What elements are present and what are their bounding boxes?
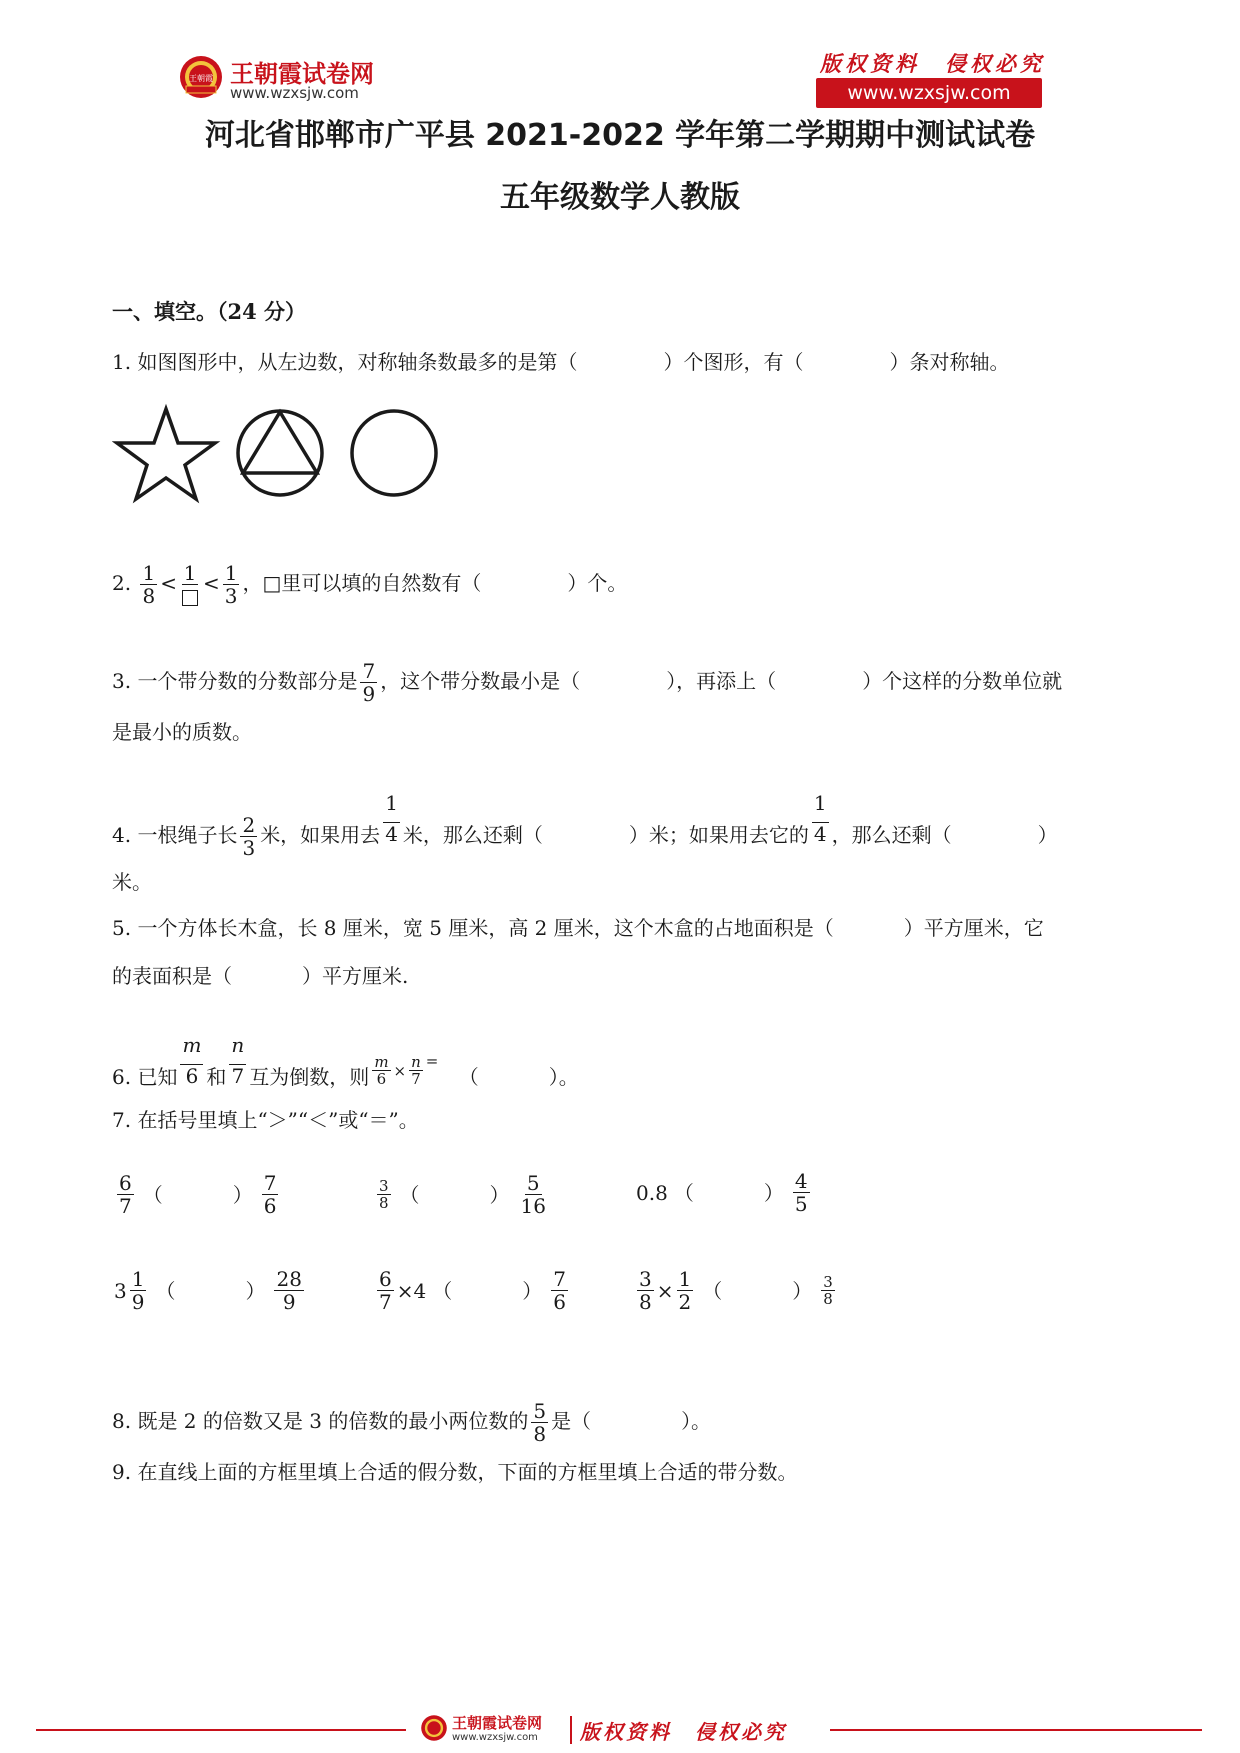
- compare-item: $\frac{6}{7}$ （ ） $\frac{7}{6}$: [119, 1171, 277, 1218]
- compare-item: $\frac{6}{7}$ × 4 （ ） $\frac{7}{6}$: [379, 1267, 566, 1314]
- copyright-url-badge: [816, 78, 1042, 108]
- question-3-line2: 是最小的质数。: [112, 720, 252, 744]
- question-3: 3. 一个带分数的分数部分是 $\frac{7}{9}$ ，这个带分数最小是（ ），再添上（ ）个这样的分数单位就: [112, 659, 1063, 706]
- question-2: 2. $\frac{1}{8}$ < 1 < $\frac{1}{3}$ ，□里可以填的自然数有（ ）个。: [112, 561, 628, 608]
- footer-logo: [420, 1710, 820, 1750]
- fraction: $\frac{1}{4}$: [813, 791, 827, 846]
- question-1: 1. 如图图形中，从左边数，对称轴条数最多的是第（ ）个图形，有（ ）条对称轴。: [112, 350, 1010, 374]
- fraction: $\frac{n}{7}$: [411, 1053, 421, 1088]
- footer-copyright: 版权资料 侵权必究: [580, 1720, 787, 1744]
- footer-line-right: [830, 1729, 1202, 1731]
- footer-logo-url: www.wzxsjw.com: [452, 1732, 538, 1743]
- logo-url: www.wzxsjw.com: [230, 84, 359, 102]
- footer-divider: [570, 1716, 572, 1744]
- fraction: 1: [180, 562, 200, 607]
- star-figure: [117, 409, 215, 499]
- logo-name: 王朝霞试卷网: [230, 60, 374, 88]
- symmetry-figures: [112, 400, 452, 510]
- fraction: $\frac{m}{6}$: [374, 1053, 389, 1088]
- question-6: 6. 已知 $\frac{m}{6}$ 和 $\frac{n}{7}$ 互为倒数，则 $\frac{m}{6}$ × $\frac{n}{7}$ = （ ）。: [112, 1033, 579, 1089]
- compare-item: 0.8 （ ） $\frac{4}{5}$: [636, 1169, 808, 1216]
- fraction: $\frac{1}{3}$: [224, 561, 238, 608]
- compare-item: 3 $\frac{1}{9}$ （ ） $\frac{28}{9}$: [114, 1267, 302, 1314]
- compare-item: $\frac{3}{8}$ （ ） $\frac{5}{16}$: [379, 1171, 546, 1218]
- blank-box-icon: [182, 590, 198, 606]
- svg-text:王朝霞: 王朝霞: [189, 74, 213, 83]
- fraction: $\frac{1}{8}$: [142, 561, 156, 608]
- circle-figure: [352, 411, 436, 495]
- fraction: $\frac{1}{4}$: [385, 791, 398, 846]
- section-heading: 一、填空。（24 分）: [112, 299, 307, 324]
- circle-with-triangle-figure: [238, 411, 322, 495]
- page-title: 河北省邯郸市广平县 2021-2022 学年第二学期期中测试试卷: [204, 118, 1036, 153]
- page-subtitle: 五年级数学人教版: [500, 180, 740, 215]
- question-9: 9. 在直线上面的方框里填上合适的假分数，下面的方框里填上合适的带分数。: [112, 1460, 798, 1484]
- copyright-notice: 版权资料 侵权必究: [820, 51, 1045, 76]
- question-8: 8. 既是 2 的倍数又是 3 的倍数的最小两位数的 $\frac{5}{8}$ 是（ ）。: [112, 1399, 712, 1446]
- seal-logo-icon: [178, 54, 224, 100]
- fraction: $\frac{n}{7}$: [231, 1033, 245, 1088]
- footer-logo-name: 王朝霞试卷网: [452, 1714, 543, 1732]
- fraction: $\frac{7}{9}$: [362, 659, 376, 706]
- footer-line-left: [36, 1729, 406, 1731]
- question-5: 5. 一个方体长木盒，长 8 厘米，宽 5 厘米，高 2 厘米，这个木盒的占地面积是（ ）平方厘米，它: [112, 916, 1044, 940]
- copyright-url: www.wzxsjw.com: [847, 82, 1011, 104]
- question-7: 7. 在括号里填上“＞”“＜”或“＝”。: [112, 1108, 419, 1132]
- header-logo: [178, 52, 398, 108]
- fraction: $\frac{m}{6}$: [182, 1033, 202, 1088]
- fraction: $\frac{5}{8}$: [533, 1399, 547, 1446]
- question-4-line2: 米。: [112, 870, 152, 894]
- fraction: $\frac{2}{3}$: [242, 813, 256, 860]
- compare-item: $\frac{3}{8}$ × $\frac{1}{2}$ （ ） $\frac{3}{8}$: [639, 1267, 833, 1314]
- seal-logo-icon: [420, 1714, 448, 1742]
- question-5-line2: 的表面积是（ ）平方厘米.: [112, 964, 409, 988]
- question-4: 4. 一根绳子长 $\frac{2}{3}$ 米，如果用去 $\frac{1}{4}$ 米，那么还剩（ ）米；如果用去它的 $\frac{1}{4}$ ，那么还剩（ ）: [112, 791, 1058, 860]
